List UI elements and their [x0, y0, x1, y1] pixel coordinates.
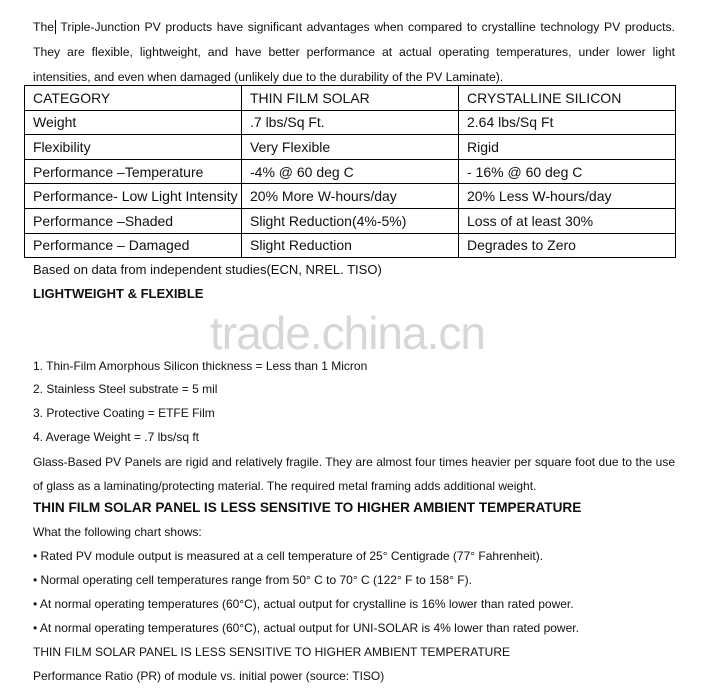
table-cell: Performance –Shaded	[25, 208, 242, 233]
table-cell: Slight Reduction	[242, 233, 459, 258]
table-cell: 20% More W-hours/day	[242, 184, 459, 209]
table-row	[25, 159, 676, 184]
table-cell: -4% @ 60 deg C	[242, 159, 459, 184]
table-row	[25, 184, 676, 209]
table-cell: 20% Less W-hours/day	[459, 184, 676, 209]
table-cell: Loss of at least 30%	[459, 208, 676, 233]
table-row	[25, 135, 676, 160]
table-cell: - 16% @ 60 deg C	[459, 159, 676, 184]
table-cell: .7 lbs/Sq Ft.	[242, 110, 459, 135]
table-cell: Very Flexible	[242, 135, 459, 160]
table-cell: Performance –Temperature	[25, 159, 242, 184]
comparison-table	[24, 85, 676, 258]
intro-prefix: The	[33, 20, 55, 34]
table-row	[25, 233, 676, 258]
heading-temperature: THIN FILM SOLAR PANEL IS LESS SENSITIVE TO HIGHER AMBIENT TEMPERATURE	[33, 500, 582, 515]
list-item: 4. Average Weight = .7 lbs/sq ft	[33, 430, 199, 444]
intro-paragraph	[33, 15, 675, 90]
list-item: 3. Protective Coating = ETFE Film	[33, 406, 215, 420]
table-cell: 2.64 lbs/Sq Ft	[459, 110, 676, 135]
table-cell: Degrades to Zero	[459, 233, 676, 258]
list-item: 1. Thin-Film Amorphous Silicon thickness = Less than 1 Micron	[33, 359, 368, 373]
table-header-row	[25, 86, 676, 111]
bullet-item: • Normal operating cell temperatures range from 50° C to 70° C (122° F to 158° F).	[33, 573, 472, 587]
table-header-cell: CRYSTALLINE SILICON	[459, 86, 676, 111]
table-header-cell: CATEGORY	[25, 86, 242, 111]
table-cell: Performance- Low Light Intensity	[25, 184, 242, 209]
table-row	[25, 110, 676, 135]
source-note: Based on data from independent studies(ECN, NREL. TISO)	[33, 262, 382, 277]
repeat-heading: THIN FILM SOLAR PANEL IS LESS SENSITIVE TO HIGHER AMBIENT TEMPERATURE	[33, 645, 510, 659]
table-cell: Weight	[25, 110, 242, 135]
bullet-item: • Rated PV module output is measured at a cell temperature of 25° Centigrade (77° Fahrenheit).	[33, 549, 544, 563]
watermark: trade.china.cn	[210, 307, 485, 359]
bullet-item: • At normal operating temperatures (60°C), actual output for UNI-SOLAR is 4% lower than rated power.	[33, 621, 579, 635]
table-cell: Rigid	[459, 135, 676, 160]
table-cell: Performance – Damaged	[25, 233, 242, 258]
bullet-item: • At normal operating temperatures (60°C), actual output for crystalline is 16% lower than rated power.	[33, 597, 574, 611]
list-item: 2. Stainless Steel substrate = 5 mil	[33, 382, 218, 396]
table-cell: Slight Reduction(4%-5%)	[242, 208, 459, 233]
glass-paragraph: Glass-Based PV Panels are rigid and relatively fragile. They are almost four times heavier per square foot due to the use of glass as a laminating/protecting material. The required metal framing adds additional weight.	[33, 455, 675, 493]
heading-lightweight: LIGHTWEIGHT & FLEXIBLE	[33, 286, 204, 301]
table-row	[25, 208, 676, 233]
table-header-cell: THIN FILM SOLAR	[242, 86, 459, 111]
pr-caption: Performance Ratio (PR) of module vs. initial power (source: TISO)	[33, 669, 385, 683]
table-cell: Flexibility	[25, 135, 242, 160]
chart-intro: What the following chart shows:	[33, 525, 202, 539]
intro-text: Triple-Junction PV products have significant advantages when compared to crystalline technology PV products. They are flexible, lightweight, and have better performance at actual operating temperatures, under lower light intensities, and even when damaged (unlikely due to the durability of the PV Laminate).	[33, 20, 675, 84]
